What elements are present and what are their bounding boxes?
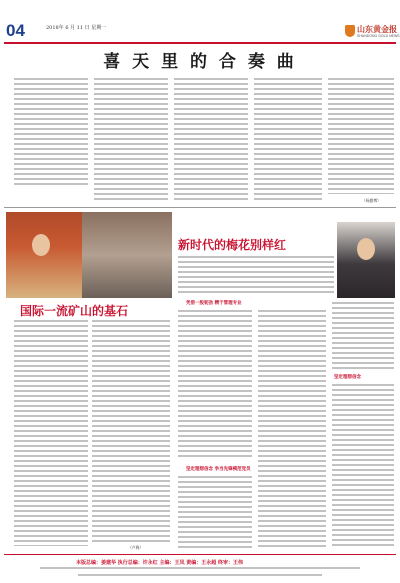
footer-rule — [4, 554, 396, 555]
text-column — [332, 302, 394, 370]
text-column — [328, 78, 394, 194]
editor-credits: 本版总编：姜建华 执行总编：许永红 主编：王凤 责编：王永超 终审：王伟 — [76, 560, 243, 566]
text-column — [178, 476, 252, 548]
photo-portrait — [337, 222, 395, 298]
brand-name: 山东黄金报 — [357, 25, 397, 34]
date-line: 2018年 6 月 11 日 星期一 — [46, 25, 107, 31]
text-column — [92, 320, 170, 542]
footer-info — [78, 574, 322, 577]
page-header — [0, 0, 400, 44]
right-article-title: 新时代的梅花别样红 — [178, 238, 287, 252]
brand-english: SHANDONG GOLD NEWS — [357, 34, 400, 38]
photo-worker — [6, 212, 82, 298]
footer-info — [40, 567, 360, 570]
subhead: 坚定理想信念 争当先锋模范党员 — [186, 467, 251, 472]
text-column — [174, 78, 248, 202]
header-rule — [4, 42, 396, 44]
text-column — [94, 78, 168, 202]
text-column — [14, 78, 88, 188]
text-column — [332, 384, 394, 546]
byline-top: （杨勤博） — [362, 198, 381, 203]
text-column — [178, 256, 334, 294]
subhead: 坚定理想信念 — [334, 375, 361, 380]
face — [357, 238, 375, 260]
byline-left: （卢梅） — [128, 545, 144, 550]
photo-mine — [82, 212, 172, 298]
text-column — [254, 78, 322, 202]
logo-icon — [345, 25, 355, 37]
page-footer — [0, 554, 400, 583]
page-headline: 喜 天 里 的 合 奏 曲 — [103, 52, 297, 72]
left-article-title: 国际一流矿山的基石 — [20, 304, 129, 318]
subhead: 凭借一股韧劲 精于管理专业 — [186, 301, 242, 306]
text-column — [14, 320, 88, 546]
section-divider — [4, 207, 396, 208]
text-column — [178, 310, 252, 460]
face — [32, 234, 50, 256]
text-column — [258, 310, 326, 548]
page-number: 04 — [6, 21, 25, 40]
